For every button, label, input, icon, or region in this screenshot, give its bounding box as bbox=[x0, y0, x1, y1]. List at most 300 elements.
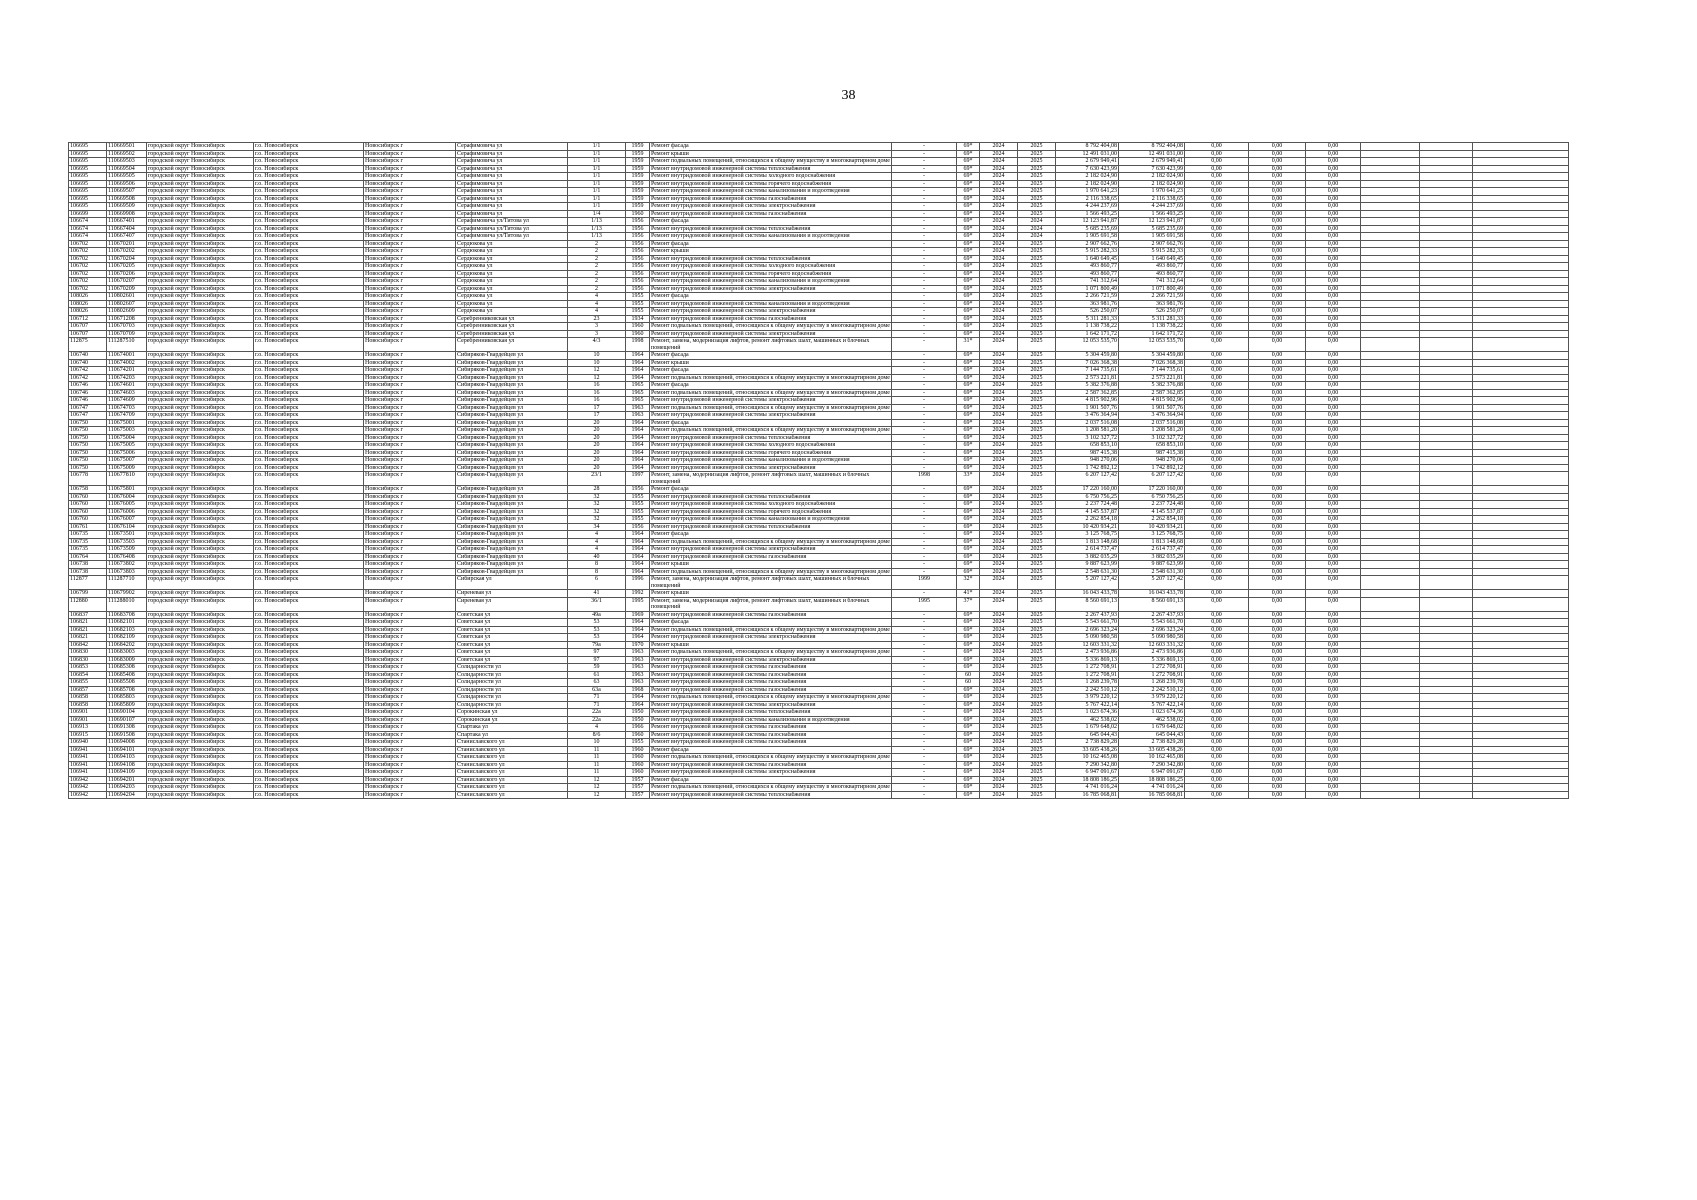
cell-total-cost: 3 979 220,12 bbox=[1056, 694, 1119, 702]
cell-total-cost: 12 053 535,70 bbox=[1056, 338, 1119, 352]
cell-street: Сорокинская ул bbox=[456, 716, 568, 724]
cell-work-type: Ремонт внутридомовой инженерной системы газоснабжения bbox=[650, 611, 892, 619]
cell-cost-fund: 6 750 756,25 bbox=[1119, 493, 1185, 501]
cell-cost-regional: 0,00 bbox=[1249, 664, 1306, 672]
cell-wear-percent: 69* bbox=[957, 634, 980, 642]
cell-work-type: Ремонт крыши bbox=[650, 561, 892, 569]
cell-total-cost: 2 907 662,76 bbox=[1056, 240, 1119, 248]
cell-extra-col-1 bbox=[1361, 486, 1420, 494]
cell-house-number: 2 bbox=[568, 278, 626, 286]
cell-extra-col-2 bbox=[1420, 553, 1473, 561]
cell-settlement: г.о. Новосибирск bbox=[254, 568, 364, 576]
cell-street: Советская ул bbox=[456, 634, 568, 642]
cell-municipal-district: городской округ Новосибирск bbox=[147, 293, 254, 301]
cell-house-number: 11 bbox=[568, 769, 626, 777]
cell-locality: Новосибирск г bbox=[364, 649, 456, 657]
cell-last-repair-year: - bbox=[892, 180, 957, 188]
cell-total-cost: 12 603 331,32 bbox=[1056, 641, 1119, 649]
cell-locality: Новосибирск г bbox=[364, 427, 456, 435]
cell-extra-col-3 bbox=[1473, 173, 1569, 181]
cell-settlement: г.о. Новосибирск bbox=[254, 412, 364, 420]
table-row bbox=[69, 769, 1569, 777]
cell-last-repair-year: - bbox=[892, 143, 957, 151]
cell-house-number: 71 bbox=[568, 701, 626, 709]
cell-street: Серафимовича ул bbox=[456, 210, 568, 218]
cell-work-type: Ремонт внутридомовой инженерной системы канализования и водоотведения bbox=[650, 716, 892, 724]
cell-locality: Новосибирск г bbox=[364, 188, 456, 196]
cell-work-type: Ремонт внутридомовой инженерной системы газоснабжения bbox=[650, 724, 892, 732]
cell-extra-col-2 bbox=[1420, 568, 1473, 576]
cell-last-repair-year: - bbox=[892, 374, 957, 382]
cell-extra-col-1 bbox=[1361, 694, 1420, 702]
cell-municipal-district: городской округ Новосибирск bbox=[147, 561, 254, 569]
cell-total-cost: 1 272 708,91 bbox=[1056, 671, 1119, 679]
cell-cost-federal: 0,00 bbox=[1185, 188, 1249, 196]
cell-plan-start-year: 2024 bbox=[980, 457, 1018, 465]
cell-municipal-district: городской округ Новосибирск bbox=[147, 240, 254, 248]
cell-extra-col-1 bbox=[1361, 649, 1420, 657]
cell-cost-local: 0,00 bbox=[1306, 568, 1361, 576]
cell-year-built: 1970 bbox=[626, 641, 650, 649]
cell-extra-col-2 bbox=[1420, 508, 1473, 516]
cell-extra-col-3 bbox=[1473, 359, 1569, 367]
cell-cost-local: 0,00 bbox=[1306, 716, 1361, 724]
cell-locality: Новосибирск г bbox=[364, 338, 456, 352]
cell-cost-federal: 0,00 bbox=[1185, 649, 1249, 657]
cell-plan-end-year: 2025 bbox=[1018, 656, 1056, 664]
cell-cost-federal: 0,00 bbox=[1185, 308, 1249, 316]
cell-year-built: 1963 bbox=[626, 664, 650, 672]
cell-house-id: 106738 bbox=[69, 568, 107, 576]
cell-plan-end-year: 2025 bbox=[1018, 641, 1056, 649]
cell-wear-percent: 69* bbox=[957, 791, 980, 799]
cell-element-id: 110675005 bbox=[107, 442, 147, 450]
cell-last-repair-year: - bbox=[892, 769, 957, 777]
cell-year-built: 1957 bbox=[626, 776, 650, 784]
cell-locality: Новосибирск г bbox=[364, 158, 456, 166]
cell-extra-col-1 bbox=[1361, 143, 1420, 151]
cell-last-repair-year: - bbox=[892, 746, 957, 754]
cell-wear-percent: 60 bbox=[957, 679, 980, 687]
cell-extra-col-2 bbox=[1420, 143, 1473, 151]
cell-house-id: 106740 bbox=[69, 352, 107, 360]
cell-settlement: г.о. Новосибирск bbox=[254, 464, 364, 472]
cell-wear-percent: 69* bbox=[957, 568, 980, 576]
cell-plan-start-year: 2024 bbox=[980, 150, 1018, 158]
cell-cost-regional: 0,00 bbox=[1249, 679, 1306, 687]
cell-cost-federal: 0,00 bbox=[1185, 641, 1249, 649]
table-row bbox=[69, 374, 1569, 382]
cell-element-id: 110674609 bbox=[107, 397, 147, 405]
cell-element-id: 110674703 bbox=[107, 404, 147, 412]
cell-last-repair-year: - bbox=[892, 626, 957, 634]
cell-wear-percent: 69* bbox=[957, 619, 980, 627]
cell-cost-federal: 0,00 bbox=[1185, 255, 1249, 263]
cell-year-built: 1955 bbox=[626, 501, 650, 509]
cell-settlement: г.о. Новосибирск bbox=[254, 457, 364, 465]
cell-settlement: г.о. Новосибирск bbox=[254, 761, 364, 769]
cell-street: Станиславского ул bbox=[456, 754, 568, 762]
cell-extra-col-2 bbox=[1420, 255, 1473, 263]
cell-total-cost: 3 882 035,29 bbox=[1056, 553, 1119, 561]
cell-element-id: 110673803 bbox=[107, 568, 147, 576]
cell-street: Серафимовича ул bbox=[456, 195, 568, 203]
cell-house-number: 12 bbox=[568, 374, 626, 382]
cell-cost-federal: 0,00 bbox=[1185, 434, 1249, 442]
cell-house-id: 106750 bbox=[69, 442, 107, 450]
cell-cost-regional: 0,00 bbox=[1249, 776, 1306, 784]
cell-work-type: Ремонт внутридомовой инженерной системы горячего водоснабжения bbox=[650, 449, 892, 457]
cell-cost-federal: 0,00 bbox=[1185, 553, 1249, 561]
cell-cost-federal: 0,00 bbox=[1185, 315, 1249, 323]
cell-settlement: г.о. Новосибирск bbox=[254, 739, 364, 747]
cell-house-number: 16 bbox=[568, 389, 626, 397]
cell-cost-federal: 0,00 bbox=[1185, 374, 1249, 382]
cell-plan-start-year: 2024 bbox=[980, 270, 1018, 278]
cell-house-id: 106799 bbox=[69, 590, 107, 598]
cell-house-id: 106764 bbox=[69, 553, 107, 561]
cell-street: Сердюкова ул bbox=[456, 270, 568, 278]
cell-extra-col-2 bbox=[1420, 523, 1473, 531]
cell-year-built: 1964 bbox=[626, 634, 650, 642]
cell-extra-col-3 bbox=[1473, 531, 1569, 539]
cell-extra-col-3 bbox=[1473, 240, 1569, 248]
cell-element-id: 110673509 bbox=[107, 546, 147, 554]
cell-year-built: 1960 bbox=[626, 769, 650, 777]
cell-cost-fund: 3 125 768,75 bbox=[1119, 531, 1185, 539]
cell-cost-regional: 0,00 bbox=[1249, 374, 1306, 382]
cell-cost-federal: 0,00 bbox=[1185, 389, 1249, 397]
cell-element-id: 110694203 bbox=[107, 784, 147, 792]
capital-repair-table-container bbox=[68, 142, 1568, 799]
cell-extra-col-3 bbox=[1473, 568, 1569, 576]
cell-work-type: Ремонт фасада bbox=[650, 486, 892, 494]
cell-extra-col-1 bbox=[1361, 442, 1420, 450]
cell-street: Сибиряков-Гвардейцев ул bbox=[456, 442, 568, 450]
cell-cost-federal: 0,00 bbox=[1185, 323, 1249, 331]
cell-cost-regional: 0,00 bbox=[1249, 546, 1306, 554]
table-row bbox=[69, 641, 1569, 649]
cell-wear-percent: 69* bbox=[957, 389, 980, 397]
cell-extra-col-2 bbox=[1420, 338, 1473, 352]
cell-work-type: Ремонт подвальных помещений, относящихся к общему имуществу в многоквартирном доме bbox=[651, 754, 890, 760]
cell-cost-local: 0,00 bbox=[1306, 278, 1361, 286]
cell-total-cost: 16 043 433,78 bbox=[1056, 590, 1119, 598]
cell-total-cost: 2 696 323,24 bbox=[1056, 626, 1119, 634]
cell-year-built: 1964 bbox=[626, 464, 650, 472]
cell-extra-col-2 bbox=[1420, 404, 1473, 412]
cell-cost-local: 0,00 bbox=[1306, 561, 1361, 569]
cell-year-built: 1995 bbox=[626, 597, 650, 611]
cell-cost-local: 0,00 bbox=[1306, 255, 1361, 263]
cell-wear-percent: 69* bbox=[957, 724, 980, 732]
cell-element-id: 110685708 bbox=[107, 686, 147, 694]
cell-element-id: 110674603 bbox=[107, 389, 147, 397]
cell-plan-end-year: 2025 bbox=[1018, 359, 1056, 367]
cell-wear-percent: 69* bbox=[957, 716, 980, 724]
cell-year-built: 1964 bbox=[626, 367, 650, 375]
cell-cost-regional: 0,00 bbox=[1249, 188, 1306, 196]
cell-cost-fund: 12 123 941,87 bbox=[1119, 218, 1185, 226]
cell-extra-col-3 bbox=[1473, 649, 1569, 657]
cell-wear-percent: 69* bbox=[957, 374, 980, 382]
cell-street: Солидарности ул bbox=[456, 686, 568, 694]
cell-element-id: 110669506 bbox=[107, 180, 147, 188]
cell-wear-percent: 69* bbox=[957, 709, 980, 717]
cell-cost-federal: 0,00 bbox=[1185, 784, 1249, 792]
cell-extra-col-1 bbox=[1361, 761, 1420, 769]
cell-work-type: Ремонт фасада bbox=[650, 367, 892, 375]
cell-street: Станиславского ул bbox=[456, 769, 568, 777]
cell-street: Советская ул bbox=[456, 619, 568, 627]
cell-house-number: 53 bbox=[568, 619, 626, 627]
cell-plan-start-year: 2024 bbox=[980, 225, 1018, 233]
cell-extra-col-3 bbox=[1473, 739, 1569, 747]
cell-cost-fund: 12 603 331,32 bbox=[1119, 641, 1185, 649]
cell-cost-fund: 3 476 364,94 bbox=[1119, 412, 1185, 420]
cell-last-repair-year: - bbox=[892, 285, 957, 293]
cell-total-cost: 1 268 239,78 bbox=[1056, 679, 1119, 687]
cell-locality: Новосибирск г bbox=[364, 561, 456, 569]
cell-year-built: 1965 bbox=[626, 397, 650, 405]
cell-settlement: г.о. Новосибирск bbox=[254, 367, 364, 375]
cell-house-id: 106942 bbox=[69, 784, 107, 792]
cell-street: Сердюкова ул bbox=[456, 293, 568, 301]
cell-street: Сибиряков-Гвардейцев ул bbox=[456, 457, 568, 465]
cell-locality: Новосибирск г bbox=[364, 739, 456, 747]
cell-year-built: 1969 bbox=[626, 611, 650, 619]
cell-total-cost: 2 237 724,48 bbox=[1056, 501, 1119, 509]
cell-plan-start-year: 2024 bbox=[980, 285, 1018, 293]
cell-settlement: г.о. Новосибирск bbox=[254, 180, 364, 188]
cell-settlement: г.о. Новосибирск bbox=[254, 404, 364, 412]
cell-last-repair-year: - bbox=[892, 218, 957, 226]
cell-house-number: 20 bbox=[568, 457, 626, 465]
cell-municipal-district: городской округ Новосибирск bbox=[147, 784, 254, 792]
cell-element-id: 110683003 bbox=[107, 649, 147, 657]
cell-extra-col-3 bbox=[1473, 784, 1569, 792]
cell-street: Сибиряков-Гвардейцев ул bbox=[456, 472, 568, 486]
cell-extra-col-2 bbox=[1420, 709, 1473, 717]
cell-settlement: г.о. Новосибирск bbox=[254, 165, 364, 173]
cell-street: Серафимовича ул bbox=[456, 158, 568, 166]
table-row bbox=[69, 739, 1569, 747]
cell-total-cost: 3 102 327,72 bbox=[1056, 434, 1119, 442]
cell-street: Спартака ул bbox=[456, 731, 568, 739]
table-row bbox=[69, 315, 1569, 323]
cell-cost-federal: 0,00 bbox=[1185, 300, 1249, 308]
cell-cost-local: 0,00 bbox=[1306, 412, 1361, 420]
cell-street: Серафимовича ул/Титова ул bbox=[456, 225, 568, 233]
cell-street: Сибиряков-Гвардейцев ул bbox=[456, 538, 568, 546]
cell-settlement: г.о. Новосибирск bbox=[254, 619, 364, 627]
cell-cost-local: 0,00 bbox=[1306, 338, 1361, 352]
cell-element-id: 110670207 bbox=[107, 278, 147, 286]
cell-total-cost: 493 860,77 bbox=[1056, 263, 1119, 271]
cell-plan-end-year: 2025 bbox=[1018, 724, 1056, 732]
cell-plan-end-year: 2025 bbox=[1018, 367, 1056, 375]
table-row bbox=[69, 671, 1569, 679]
table-row bbox=[69, 225, 1569, 233]
cell-locality: Новосибирск г bbox=[364, 285, 456, 293]
cell-extra-col-1 bbox=[1361, 397, 1420, 405]
cell-municipal-district: городской округ Новосибирск bbox=[147, 716, 254, 724]
cell-last-repair-year: - bbox=[892, 679, 957, 687]
cell-extra-col-1 bbox=[1361, 270, 1420, 278]
cell-wear-percent: 69* bbox=[957, 412, 980, 420]
cell-house-id: 106760 bbox=[69, 501, 107, 509]
cell-municipal-district: городской округ Новосибирск bbox=[147, 173, 254, 181]
cell-house-number: 3 bbox=[568, 330, 626, 338]
cell-street: Сибиряков-Гвардейцев ул bbox=[456, 449, 568, 457]
cell-extra-col-2 bbox=[1420, 270, 1473, 278]
cell-cost-local: 0,00 bbox=[1306, 724, 1361, 732]
cell-cost-regional: 0,00 bbox=[1249, 724, 1306, 732]
cell-locality: Новосибирск г bbox=[364, 240, 456, 248]
cell-extra-col-2 bbox=[1420, 561, 1473, 569]
cell-cost-federal: 0,00 bbox=[1185, 486, 1249, 494]
cell-work-type: Ремонт фасада bbox=[650, 240, 892, 248]
cell-locality: Новосибирск г bbox=[364, 389, 456, 397]
cell-house-id: 106942 bbox=[69, 791, 107, 799]
cell-extra-col-2 bbox=[1420, 173, 1473, 181]
cell-municipal-district: городской округ Новосибирск bbox=[147, 686, 254, 694]
cell-house-id: 106830 bbox=[69, 656, 107, 664]
cell-total-cost: 4 815 902,96 bbox=[1056, 397, 1119, 405]
cell-plan-end-year: 2025 bbox=[1018, 701, 1056, 709]
cell-street: Сибиряков-Гвардейцев ул bbox=[456, 508, 568, 516]
cell-wear-percent: 69* bbox=[957, 248, 980, 256]
cell-extra-col-3 bbox=[1473, 746, 1569, 754]
cell-extra-col-2 bbox=[1420, 538, 1473, 546]
cell-house-number: 11 bbox=[568, 746, 626, 754]
table-row bbox=[69, 656, 1569, 664]
cell-wear-percent: 69* bbox=[957, 538, 980, 546]
table-row bbox=[69, 278, 1569, 286]
cell-municipal-district: городской округ Новосибирск bbox=[147, 486, 254, 494]
cell-wear-percent: 69* bbox=[957, 754, 980, 762]
cell-cost-regional: 0,00 bbox=[1249, 576, 1306, 590]
cell-plan-start-year: 2024 bbox=[980, 739, 1018, 747]
cell-plan-start-year: 2024 bbox=[980, 240, 1018, 248]
table-row bbox=[69, 143, 1569, 151]
table-row bbox=[69, 679, 1569, 687]
cell-extra-col-1 bbox=[1361, 165, 1420, 173]
cell-street: Серебренниковская ул bbox=[456, 323, 568, 331]
cell-settlement: г.о. Новосибирск bbox=[254, 709, 364, 717]
cell-plan-start-year: 2024 bbox=[980, 784, 1018, 792]
cell-last-repair-year: - bbox=[892, 761, 957, 769]
cell-extra-col-3 bbox=[1473, 143, 1569, 151]
cell-extra-col-2 bbox=[1420, 389, 1473, 397]
cell-total-cost: 4 145 537,87 bbox=[1056, 508, 1119, 516]
cell-street: Серафимовича ул bbox=[456, 188, 568, 196]
cell-work-type: Ремонт внутридомовой инженерной системы электроснабжения bbox=[650, 546, 892, 554]
cell-cost-federal: 0,00 bbox=[1185, 576, 1249, 590]
cell-total-cost: 10 162 465,08 bbox=[1056, 754, 1119, 762]
cell-extra-col-2 bbox=[1420, 330, 1473, 338]
cell-settlement: г.о. Новосибирск bbox=[254, 449, 364, 457]
cell-cost-fund: 4 741 016,24 bbox=[1119, 784, 1185, 792]
table-row bbox=[69, 389, 1569, 397]
cell-cost-regional: 0,00 bbox=[1249, 412, 1306, 420]
cell-work-type: Ремонт фасада bbox=[650, 382, 892, 390]
cell-year-built: 1956 bbox=[626, 285, 650, 293]
cell-municipal-district: городской округ Новосибирск bbox=[147, 724, 254, 732]
cell-cost-regional: 0,00 bbox=[1249, 754, 1306, 762]
cell-house-id: 106858 bbox=[69, 701, 107, 709]
cell-plan-start-year: 2024 bbox=[980, 173, 1018, 181]
cell-house-id: 106901 bbox=[69, 716, 107, 724]
cell-cost-federal: 0,00 bbox=[1185, 597, 1249, 611]
cell-cost-federal: 0,00 bbox=[1185, 210, 1249, 218]
cell-element-id: 110667401 bbox=[107, 218, 147, 226]
cell-extra-col-2 bbox=[1420, 754, 1473, 762]
cell-extra-col-1 bbox=[1361, 493, 1420, 501]
cell-element-id: 110683009 bbox=[107, 656, 147, 664]
cell-element-id: 110674601 bbox=[107, 382, 147, 390]
cell-element-id: 110675006 bbox=[107, 449, 147, 457]
cell-street: Сиреневая ул bbox=[456, 597, 568, 611]
cell-settlement: г.о. Новосибирск bbox=[254, 531, 364, 539]
cell-extra-col-3 bbox=[1473, 195, 1569, 203]
cell-cost-federal: 0,00 bbox=[1185, 694, 1249, 702]
cell-extra-col-3 bbox=[1473, 442, 1569, 450]
cell-street: Советская ул bbox=[456, 656, 568, 664]
cell-settlement: г.о. Новосибирск bbox=[254, 671, 364, 679]
cell-house-id: 106740 bbox=[69, 359, 107, 367]
cell-cost-fund: 1 071 800,49 bbox=[1119, 285, 1185, 293]
capital-repair-table bbox=[68, 142, 1569, 799]
cell-street: Солидарности ул bbox=[456, 679, 568, 687]
table-row bbox=[69, 158, 1569, 166]
cell-settlement: г.о. Новосибирск bbox=[254, 225, 364, 233]
cell-work-type: Ремонт внутридомовой инженерной системы канализования и водоотведения bbox=[650, 457, 892, 465]
cell-last-repair-year: - bbox=[892, 308, 957, 316]
cell-cost-local: 0,00 bbox=[1306, 218, 1361, 226]
cell-municipal-district: городской округ Новосибирск bbox=[147, 263, 254, 271]
cell-settlement: г.о. Новосибирск bbox=[254, 664, 364, 672]
cell-plan-start-year: 2024 bbox=[980, 731, 1018, 739]
cell-house-id: 106750 bbox=[69, 427, 107, 435]
cell-work-type: Ремонт внутридомовой инженерной системы газоснабжения bbox=[650, 664, 892, 672]
cell-work-type: Ремонт подвальных помещений, относящихся к общему имуществу в многоквартирном доме bbox=[651, 374, 890, 381]
cell-street: Сердюкова ул bbox=[456, 240, 568, 248]
cell-settlement: г.о. Новосибирск bbox=[254, 315, 364, 323]
cell-municipal-district: городской округ Новосибирск bbox=[147, 188, 254, 196]
cell-cost-local: 0,00 bbox=[1306, 315, 1361, 323]
cell-extra-col-2 bbox=[1420, 158, 1473, 166]
cell-last-repair-year: 1999 bbox=[892, 576, 957, 590]
cell-wear-percent: 69* bbox=[957, 501, 980, 509]
cell-year-built: 1956 bbox=[626, 218, 650, 226]
cell-extra-col-3 bbox=[1473, 315, 1569, 323]
cell-element-id: 110673501 bbox=[107, 531, 147, 539]
cell-plan-end-year: 2025 bbox=[1018, 501, 1056, 509]
cell-plan-end-year: 2025 bbox=[1018, 397, 1056, 405]
cell-house-id: 106941 bbox=[69, 754, 107, 762]
cell-cost-fund: 1 023 674,36 bbox=[1119, 709, 1185, 717]
cell-street: Сибиряков-Гвардейцев ул bbox=[456, 367, 568, 375]
cell-extra-col-2 bbox=[1420, 671, 1473, 679]
cell-cost-fund: 3 882 035,29 bbox=[1119, 553, 1185, 561]
cell-wear-percent: 69* bbox=[957, 359, 980, 367]
table-row bbox=[69, 472, 1569, 486]
cell-house-id: 106702 bbox=[69, 248, 107, 256]
cell-house-number: 12 bbox=[568, 367, 626, 375]
cell-extra-col-3 bbox=[1473, 308, 1569, 316]
cell-cost-local: 0,00 bbox=[1306, 210, 1361, 218]
